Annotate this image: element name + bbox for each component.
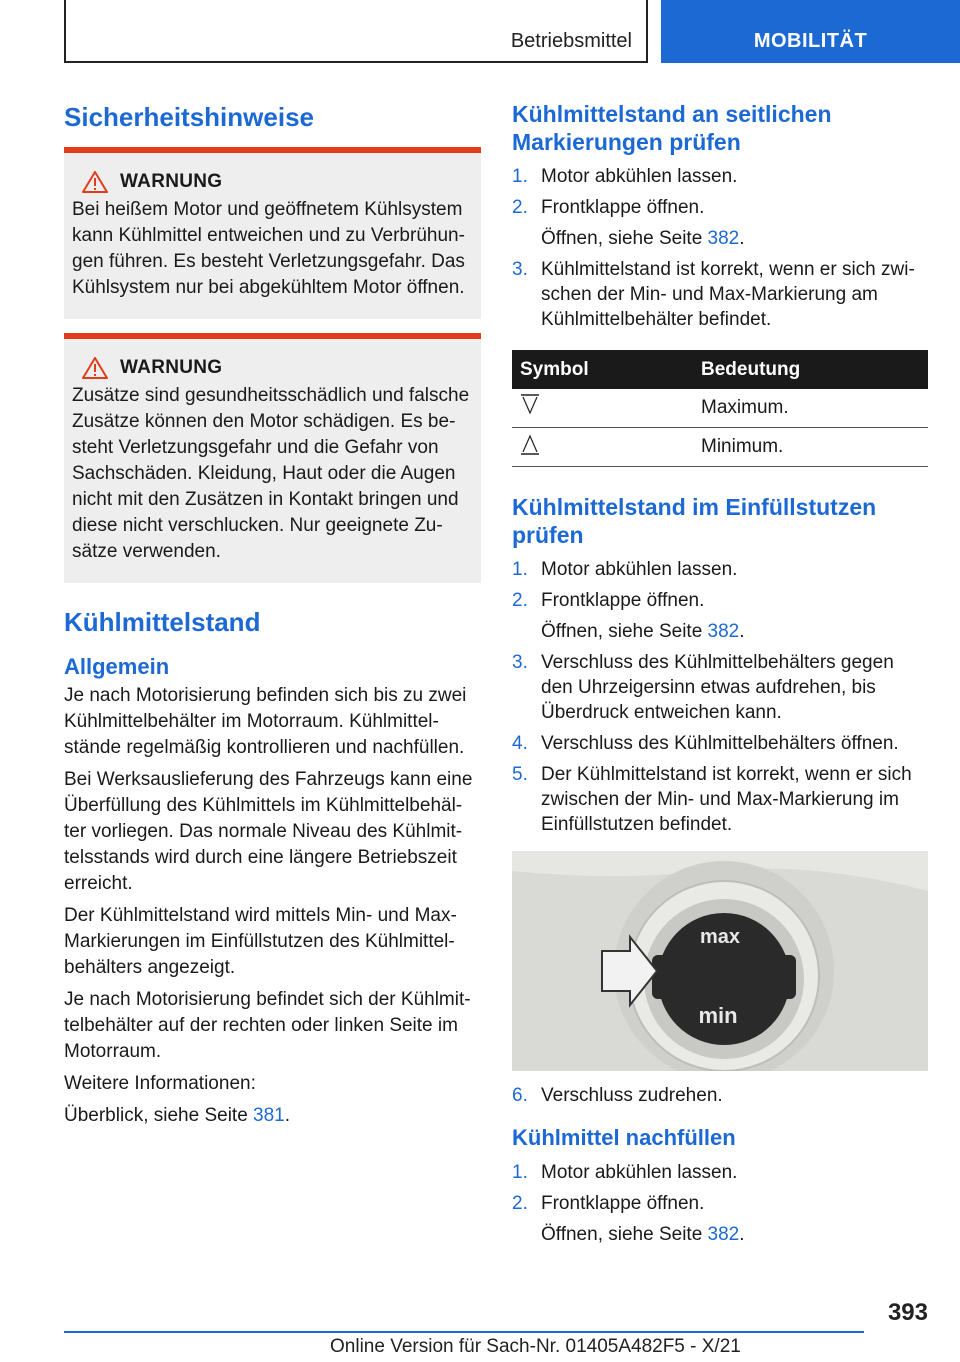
table-header: Bedeutung — [693, 350, 928, 389]
left-column — [64, 100, 481, 1135]
steps-list — [512, 1083, 928, 1108]
steps-list — [512, 650, 928, 837]
steps-list — [512, 1160, 928, 1216]
steps-list — [512, 164, 928, 220]
list-item: 2. Frontklappe öffnen. — [512, 197, 705, 218]
warning-triangle-icon — [82, 357, 108, 379]
page-number: 393 — [887, 1299, 928, 1326]
paragraph: Der Kühlmittelstand wird mittels Min- und Max- Markierungen im Einfüllstutzen des Kühlmittel- behälters angezeigt. — [64, 905, 457, 978]
side-markings-title: Kühlmittelstand an seitlichen Markierungen prüfen — [512, 101, 832, 155]
footer-text: Online Version für Sach-Nr. 01405A482F5 - X/21 — [330, 1336, 741, 1357]
paragraph: Bei Werksauslieferung des Fahrzeugs kann eine Überfüllung des Kühlmittels im Kühlmittelbehäl- ter vorliegen. Das normale Niveau des Kühlmit- telsstands wird durch eine längere Betriebszeit erreicht. — [64, 769, 473, 894]
header-tab-mobilitaet[interactable] — [661, 0, 960, 63]
list-item: 6. Verschluss zudrehen. — [512, 1085, 723, 1106]
list-item: 5. Der Kühlmittelstand ist korrekt, wenn er sich zwischen der Min- und Max-Markierung im Einfüllstutzen befindet. — [512, 764, 912, 835]
coolant-level-title: Kühlmittelstand — [64, 607, 261, 637]
page-reference: Überblick, siehe Seite 381. — [64, 1105, 291, 1126]
header-section-box — [64, 0, 648, 63]
page-link[interactable]: 382 — [707, 621, 740, 642]
refill-title: Kühlmittel nachfüllen — [512, 1125, 736, 1150]
paragraph: Je nach Motorisierung befinden sich bis zu zwei Kühlmittelbehälter im Motorraum. Kühlmittel- stände regelmäßig kontrollieren und nachfüllen. — [64, 685, 467, 758]
coolant-cap-photo — [512, 851, 928, 1071]
list-item: 1. Motor abkühlen lassen. — [512, 559, 738, 580]
paragraph: Je nach Motorisierung befindet sich der Kühlmit- telbehälter auf der rechten oder linken Seite im Motorraum. — [64, 989, 471, 1062]
symbol-table — [512, 350, 928, 467]
general-subtitle: Allgemein — [64, 654, 170, 679]
list-item: 1. Motor abkühlen lassen. — [512, 1162, 738, 1183]
warning-label: WARNUNG — [120, 171, 223, 192]
table-cell: Maximum. — [693, 389, 928, 428]
page-reference: Öffnen, siehe Seite 382. — [541, 1224, 745, 1245]
page-link[interactable]: 382 — [707, 1224, 740, 1245]
table-header: Symbol — [512, 350, 693, 389]
header-section-title: Betriebsmittel — [510, 30, 632, 52]
warning-box-2 — [64, 333, 481, 583]
steps-list — [512, 257, 928, 332]
filler-neck-title: Kühlmittelstand im Einfüllstutzen prüfen — [512, 494, 877, 548]
paragraph: Weitere Informationen: — [64, 1073, 256, 1094]
warning-label: WARNUNG — [120, 357, 223, 378]
list-item: 2. Frontklappe öffnen. — [512, 1193, 705, 1214]
steps-list — [512, 557, 928, 613]
max-mark-icon — [520, 393, 540, 417]
page-reference: Öffnen, siehe Seite 382. — [541, 228, 745, 249]
table-row — [512, 389, 928, 428]
list-item: 1. Motor abkühlen lassen. — [512, 166, 738, 187]
table-cell: Minimum. — [693, 428, 928, 467]
coolant-cap-illustration — [512, 851, 928, 1071]
min-mark-icon — [520, 432, 540, 456]
list-item: 4. Verschluss des Kühlmittelbehälters öffnen. — [512, 733, 899, 754]
list-item: 3. Verschluss des Kühlmittelbehälters gegen den Uhrzeigersinn etwas aufdrehen, bis Überdruck entweichen kann. — [512, 652, 894, 723]
safety-title: Sicherheitshinweise — [64, 102, 314, 132]
max-label: max — [699, 926, 741, 948]
warning-text: Bei heißem Motor und geöffnetem Kühlsystem kann Kühlmittel entweichen und zu Verbrühun- gen führen. Es besteht Verletzungsgefahr. Das Kühlsystem nur bei abgekühltem Motor öffnen. — [72, 199, 465, 298]
footer-divider — [64, 1331, 864, 1333]
list-item: 3. Kühlmittelstand ist korrekt, wenn er sich zwi- schen der Min- und Max-Markierung am Kühlmittelbehälter befindet. — [512, 259, 915, 330]
warning-text: Zusätze sind gesundheitsschädlich und falsche Zusätze können den Motor schädigen. Es be- steht Verletzungsgefahr und die Gefahr von Sachschäden. Kleidung, Haut oder die Augen nicht mit den Zusätzen in Kontakt bringen und diese nicht verschlucken. Nur geeignete Zu- sätze verwenden. — [72, 385, 470, 562]
warning-triangle-icon — [82, 171, 108, 193]
page-link[interactable]: 382 — [707, 228, 740, 249]
right-column — [512, 100, 928, 1253]
page-link[interactable]: 381 — [253, 1105, 285, 1126]
page-reference: Öffnen, siehe Seite 382. — [541, 621, 745, 642]
list-item: 2. Frontklappe öffnen. — [512, 590, 705, 611]
table-row — [512, 428, 928, 467]
header-tab-label: MOBILITÄT — [753, 30, 868, 52]
warning-box-1 — [64, 147, 481, 319]
min-label: min — [698, 1003, 738, 1028]
